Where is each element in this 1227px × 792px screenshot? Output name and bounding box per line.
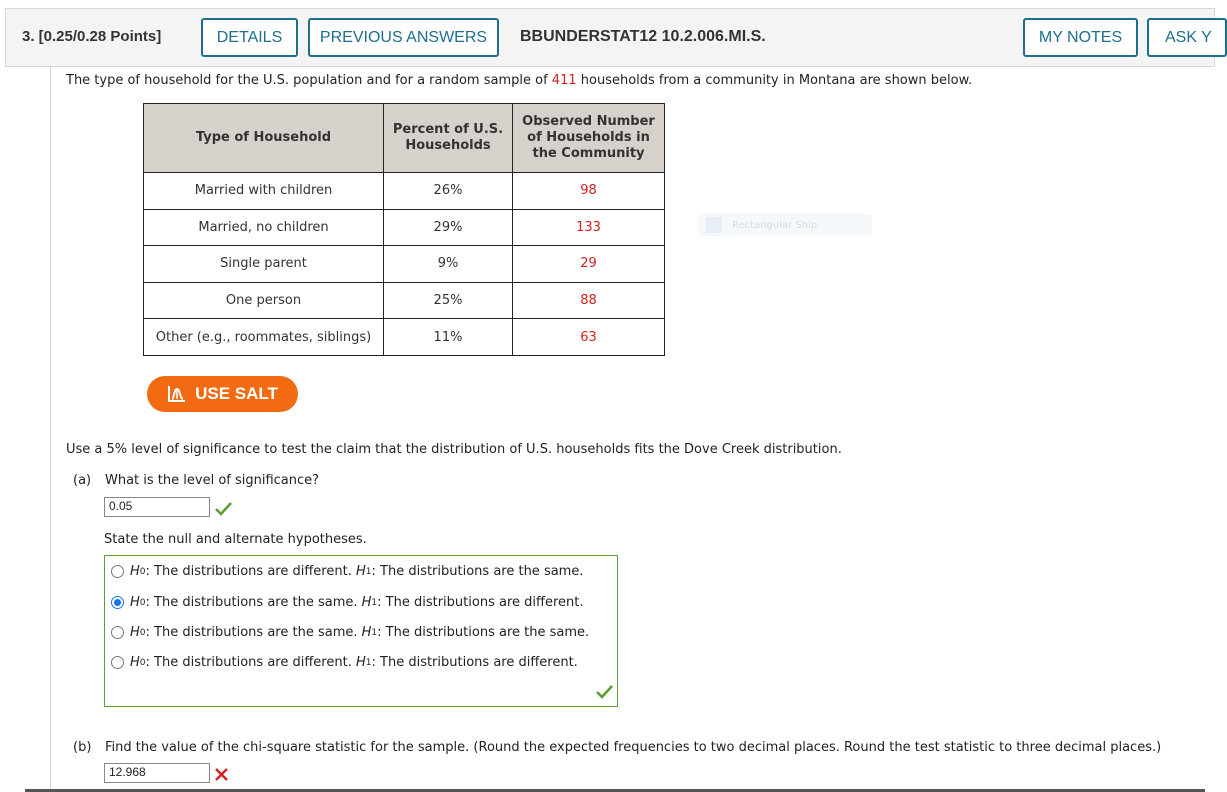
question-points: 3. [0.25/0.28 Points] (22, 28, 162, 45)
h1-symbol: H (361, 625, 372, 640)
use-salt-button[interactable] (147, 376, 298, 412)
hypothesis-option-1[interactable]: H 0 : The distributions are different. H 1 : The distributions are the same. (111, 564, 583, 579)
h0-symbol: H (130, 625, 140, 640)
snip-label: Rectangular Snip (732, 219, 818, 231)
hypothesis-option-2[interactable]: H 0 : The distributions are the same. H 1 : The distributions are different. (111, 595, 583, 610)
snip-icon (706, 217, 722, 233)
question-id: BBUNDERSTAT12 10.2.006.MI.S. (520, 28, 766, 45)
h1-text: The distributions are the same. (380, 564, 584, 579)
chi-square-input[interactable]: 12.968 (104, 763, 210, 783)
hypotheses-radio-group (104, 555, 618, 707)
h0-text: The distributions are different. (154, 655, 352, 670)
h1-sub: 1 (365, 657, 372, 668)
h1-text: The distributions are different. (385, 595, 584, 610)
my-notes-button[interactable]: MY NOTES (1023, 18, 1138, 57)
h0-text: The distributions are the same. (154, 595, 358, 610)
intro-before: The type of household for the U.S. population and for a random sample of (66, 73, 552, 88)
content-left-border (50, 67, 51, 792)
hypothesis-option-3[interactable]: H 0 : The distributions are the same. H 1 : The distributions are the same. (111, 625, 589, 640)
h1-symbol: H (355, 564, 366, 579)
header-observed: Observed Number of Households in the Community (513, 104, 665, 173)
h0-text: The distributions are different. (154, 564, 352, 579)
header-type: Type of Household (144, 104, 384, 173)
incorrect-x-icon (215, 768, 228, 781)
percent-cell: 11% (384, 319, 513, 356)
observed-cell: 98 (513, 173, 665, 210)
h0-text: The distributions are the same. (154, 625, 358, 640)
observed-cell: 63 (513, 319, 665, 356)
h0-sub: 0 (139, 597, 146, 608)
details-button[interactable]: DETAILS (201, 18, 298, 57)
h0-sub: 0 (139, 657, 146, 668)
question-header (5, 8, 1215, 67)
h0-symbol: H (130, 655, 140, 670)
household-table (143, 103, 665, 356)
radio-button[interactable] (111, 656, 124, 669)
sample-size: 411 (551, 73, 577, 88)
hypothesis-option-4[interactable]: H 0 : The distributions are different. H 1 : The distributions are different. (111, 655, 578, 670)
table-row (144, 173, 665, 210)
snip-overlay (698, 214, 872, 236)
correct-check-icon (596, 685, 613, 698)
table-row (144, 209, 665, 246)
table-row (144, 319, 665, 356)
previous-answers-button[interactable]: PREVIOUS ANSWERS (308, 18, 499, 57)
radio-button[interactable] (111, 626, 124, 639)
h1-sub: 1 (371, 597, 378, 608)
radio-button[interactable] (111, 565, 124, 578)
intro-text (66, 73, 972, 88)
percent-cell: 29% (384, 209, 513, 246)
h0-symbol: H (130, 595, 140, 610)
h1-text: The distributions are the same. (385, 625, 590, 640)
hypotheses-prompt: State the null and alternate hypotheses. (104, 532, 367, 547)
percent-cell: 26% (384, 173, 513, 210)
table-row (144, 282, 665, 319)
table-row (144, 246, 665, 283)
part-b-question: Find the value of the chi-square statistic for the sample. (Round the expected frequencies to two decimal places. Round the test statistic to three decimal places.) (105, 740, 1162, 755)
h1-symbol: H (355, 655, 366, 670)
h0-symbol: H (130, 564, 140, 579)
correct-check-icon (215, 502, 232, 515)
claim-text: Use a 5% level of significance to test the claim that the distribution of U.S. households fits the Dove Creek distribution. (66, 442, 842, 457)
salt-label: USE SALT (195, 384, 278, 403)
intro-after: households from a community in Montana are shown below. (576, 73, 973, 88)
ask-button[interactable]: ASK Y (1147, 18, 1227, 57)
h0-sub: 0 (139, 566, 146, 577)
radio-button-selected[interactable] (111, 596, 124, 609)
h0-sub: 0 (139, 627, 146, 638)
observed-cell: 133 (513, 209, 665, 246)
type-cell: Married with children (144, 173, 384, 210)
percent-cell: 9% (384, 246, 513, 283)
significance-input[interactable]: 0.05 (104, 497, 210, 517)
type-cell: Other (e.g., roommates, siblings) (144, 319, 384, 356)
h1-sub: 1 (365, 566, 372, 577)
type-cell: One person (144, 282, 384, 319)
percent-cell: 25% (384, 282, 513, 319)
observed-cell: 29 (513, 246, 665, 283)
h1-symbol: H (361, 595, 372, 610)
part-b-label: (b) (73, 740, 92, 755)
h1-sub: 1 (371, 627, 378, 638)
type-cell: Married, no children (144, 209, 384, 246)
part-a-label: (a) (73, 473, 92, 488)
type-cell: Single parent (144, 246, 384, 283)
h1-text: The distributions are different. (380, 655, 578, 670)
observed-cell: 88 (513, 282, 665, 319)
header-percent: Percent of U.S. Households (384, 104, 513, 173)
salt-chart-icon (167, 385, 187, 403)
part-a-question: What is the level of significance? (105, 473, 320, 488)
